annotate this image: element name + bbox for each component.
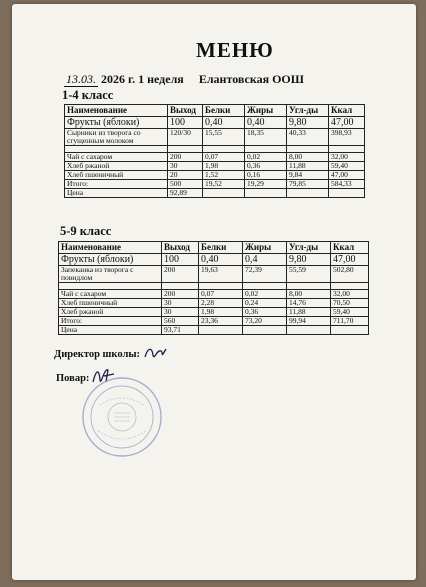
output-cell: 30 xyxy=(162,308,199,317)
name-cell xyxy=(65,146,168,153)
carbs-cell: 55,59 xyxy=(287,266,331,283)
menu-date: 13.03. xyxy=(66,72,96,86)
output-cell: 560 xyxy=(162,317,199,326)
name-cell: Хлеб пшеничный xyxy=(59,299,162,308)
kcal-cell: 398,93 xyxy=(329,129,365,146)
table-row xyxy=(65,162,365,171)
table-row xyxy=(65,153,365,162)
cook-label: Повар: xyxy=(56,373,90,384)
carbs-cell: 9,80 xyxy=(287,254,331,266)
kcal-cell xyxy=(329,189,365,198)
name-cell: Хлеб ржаной xyxy=(65,162,168,171)
protein-cell: 0,40 xyxy=(199,254,243,266)
kcal-cell: 47,00 xyxy=(331,254,369,266)
table-row xyxy=(59,308,369,317)
output-cell xyxy=(162,283,199,290)
section-heading-5-9: 5-9 класс xyxy=(60,224,112,238)
output-cell xyxy=(168,146,203,153)
name-cell: Фрукты (яблоки) xyxy=(59,254,162,266)
column-header: Угл-ды xyxy=(287,242,331,254)
protein-cell: 23,36 xyxy=(199,317,243,326)
carbs-cell: 99,94 xyxy=(287,317,331,326)
table-row xyxy=(65,171,365,180)
protein-cell xyxy=(199,283,243,290)
kcal-cell: 32,00 xyxy=(331,290,369,299)
kcal-cell: 47,00 xyxy=(329,117,365,129)
name-cell: Фрукты (яблоки) xyxy=(65,117,168,129)
protein-cell: 1,98 xyxy=(199,308,243,317)
kcal-cell: 711,70 xyxy=(331,317,369,326)
fat-cell xyxy=(245,146,287,153)
fat-cell: 0,36 xyxy=(245,162,287,171)
protein-cell: 0,07 xyxy=(203,153,245,162)
output-cell: 200 xyxy=(162,266,199,283)
fat-cell: 0,02 xyxy=(245,153,287,162)
output-cell: 200 xyxy=(162,290,199,299)
fat-cell: 0,4 xyxy=(243,254,287,266)
section-heading-1-4: 1-4 класс xyxy=(62,88,114,102)
name-cell: Чай с сахаром xyxy=(65,153,168,162)
output-cell: 92,89 xyxy=(168,189,203,198)
name-cell: Хлеб пшеничный xyxy=(65,171,168,180)
fat-cell: 73,20 xyxy=(243,317,287,326)
name-cell xyxy=(59,283,162,290)
protein-cell: 19,63 xyxy=(199,266,243,283)
director-signature xyxy=(142,343,172,363)
protein-cell: 19,52 xyxy=(203,180,245,189)
table-row xyxy=(59,266,369,283)
kcal-cell: 47,00 xyxy=(329,171,365,180)
menu-table-5-9 xyxy=(58,241,369,335)
fat-cell: 18,35 xyxy=(245,129,287,146)
output-cell: 93,71 xyxy=(162,326,199,335)
column-header: Жиры xyxy=(243,242,287,254)
table-row xyxy=(59,254,369,266)
carbs-cell xyxy=(287,326,331,335)
protein-cell xyxy=(203,189,245,198)
kcal-cell: 502,80 xyxy=(331,266,369,283)
kcal-cell xyxy=(329,146,365,153)
name-cell: Итого: xyxy=(65,180,168,189)
fat-cell: 0,24 xyxy=(243,299,287,308)
table-row xyxy=(59,299,369,308)
kcal-cell: 59,40 xyxy=(329,162,365,171)
table-row xyxy=(59,317,369,326)
protein-cell: 1,98 xyxy=(203,162,245,171)
name-cell: Цена xyxy=(65,189,168,198)
output-cell: 200 xyxy=(168,153,203,162)
protein-cell: 2,28 xyxy=(199,299,243,308)
name-cell: Запеканка из творога с повидлом xyxy=(59,266,162,283)
name-cell: Хлеб ржаной xyxy=(59,308,162,317)
carbs-cell xyxy=(287,146,329,153)
kcal-cell: 70,50 xyxy=(331,299,369,308)
kcal-cell: 59,40 xyxy=(331,308,369,317)
carbs-cell: 11,88 xyxy=(287,308,331,317)
output-cell: 30 xyxy=(168,162,203,171)
fat-cell: 19,29 xyxy=(245,180,287,189)
carbs-cell: 79,85 xyxy=(287,180,329,189)
column-header: Ккал xyxy=(331,242,369,254)
column-header: Ккал xyxy=(329,105,365,117)
fat-cell xyxy=(243,283,287,290)
kcal-cell: 584,33 xyxy=(329,180,365,189)
table-header-row xyxy=(59,242,369,254)
school-name: Елантовская ООШ xyxy=(198,72,304,86)
table-row xyxy=(65,189,365,198)
table-row xyxy=(59,326,369,335)
fat-cell: 0,02 xyxy=(243,290,287,299)
table-row xyxy=(59,290,369,299)
school-stamp xyxy=(80,375,164,459)
menu-table-1-4 xyxy=(64,104,365,198)
carbs-cell xyxy=(287,283,331,290)
name-cell: Цена xyxy=(59,326,162,335)
column-header: Выход xyxy=(168,105,203,117)
output-cell: 100 xyxy=(162,254,199,266)
column-header: Жиры xyxy=(245,105,287,117)
menu-subtitle xyxy=(64,72,304,87)
fat-cell xyxy=(245,189,287,198)
carbs-cell: 9,84 xyxy=(287,171,329,180)
table-row xyxy=(65,117,365,129)
output-cell: 20 xyxy=(168,171,203,180)
name-cell: Чай с сахаром xyxy=(59,290,162,299)
column-header: Выход xyxy=(162,242,199,254)
column-header: Угл-ды xyxy=(287,105,329,117)
column-header: Белки xyxy=(199,242,243,254)
output-cell: 100 xyxy=(168,117,203,129)
protein-cell: 0,07 xyxy=(199,290,243,299)
table-row xyxy=(65,129,365,146)
protein-cell: 1,52 xyxy=(203,171,245,180)
output-cell: 120/30 xyxy=(168,129,203,146)
output-cell: 30 xyxy=(162,299,199,308)
fat-cell xyxy=(243,326,287,335)
director-label: Директор школы: xyxy=(54,349,141,360)
protein-cell xyxy=(199,326,243,335)
carbs-cell: 40,33 xyxy=(287,129,329,146)
carbs-cell xyxy=(287,189,329,198)
carbs-cell: 8,00 xyxy=(287,290,331,299)
fat-cell: 72,39 xyxy=(243,266,287,283)
table-row xyxy=(65,146,365,153)
name-cell: Сырники из творога со сгущенным молоком xyxy=(65,129,168,146)
fat-cell: 0,40 xyxy=(245,117,287,129)
fat-cell: 0,36 xyxy=(243,308,287,317)
column-header: Белки xyxy=(203,105,245,117)
menu-week: 2026 г. 1 неделя xyxy=(101,72,184,86)
name-cell: Итого: xyxy=(59,317,162,326)
page-title: МЕНЮ xyxy=(196,38,274,62)
table-row xyxy=(65,180,365,189)
kcal-cell xyxy=(331,326,369,335)
column-header: Наименование xyxy=(65,105,168,117)
carbs-cell: 11,88 xyxy=(287,162,329,171)
kcal-cell xyxy=(331,283,369,290)
carbs-cell: 14,76 xyxy=(287,299,331,308)
table-row xyxy=(59,283,369,290)
protein-cell: 15,55 xyxy=(203,129,245,146)
table-header-row xyxy=(65,105,365,117)
output-cell: 500 xyxy=(168,180,203,189)
column-header: Наименование xyxy=(59,242,162,254)
protein-cell: 0,40 xyxy=(203,117,245,129)
carbs-cell: 9,80 xyxy=(287,117,329,129)
fat-cell: 0,16 xyxy=(245,171,287,180)
carbs-cell: 8,00 xyxy=(287,153,329,162)
protein-cell xyxy=(203,146,245,153)
kcal-cell: 32,00 xyxy=(329,153,365,162)
